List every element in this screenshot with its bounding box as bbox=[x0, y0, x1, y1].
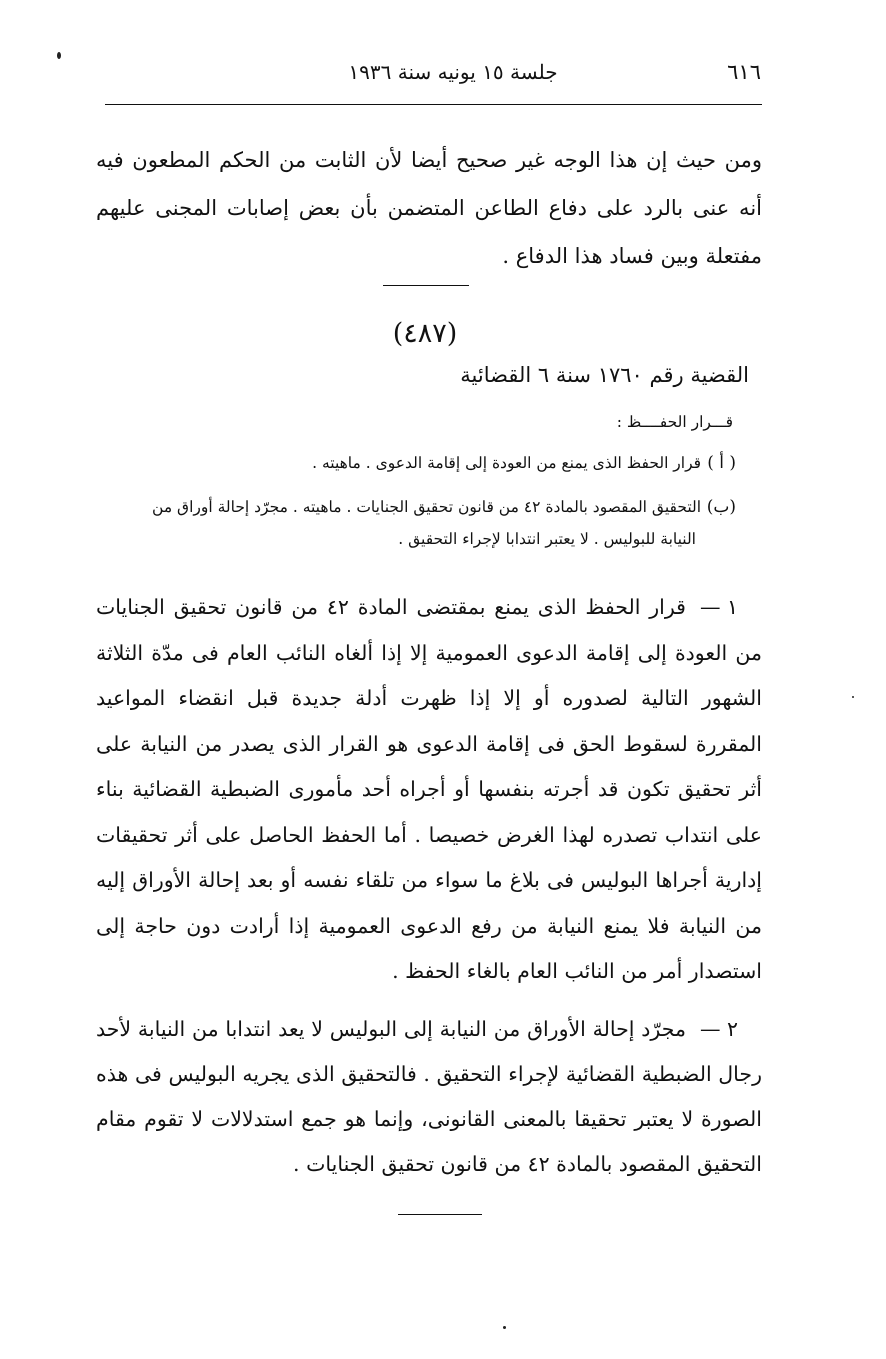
running-title: جلسة ١٥ يونيه سنة ١٩٣٦ bbox=[348, 60, 558, 84]
case-number: (٤٨٧) bbox=[392, 318, 458, 349]
principle-two-marker: ٢ — bbox=[699, 1017, 738, 1041]
intro-paragraph bbox=[96, 136, 762, 280]
header-rule bbox=[105, 104, 762, 105]
summary-item-a-text: قرار الحفظ الذى يمنع من العودة إلى إقامة الدعوى . ماهيته . bbox=[312, 454, 702, 472]
summary-item-b bbox=[90, 491, 736, 555]
principle-one bbox=[96, 585, 762, 995]
principle-two-text: مجرّد إحالة الأوراق من النيابة إلى البوليس لا يعد انتدابا من النيابة لأحد رجال الضبطية القضائية لإجراء التحقيق . فالتحقيق الذى يجريه البوليس فى هذه الصورة لا يعتبر تحقيقا بالمعنى القانونى، وإنما هو جمع استدلالات لا تقوم مقام التحقيق المقصود بالمادة ٤٢ من قانون تحقيق الجنايات . bbox=[96, 1017, 762, 1176]
summary-item-b-continuation: النيابة للبوليس . لا يعتبر انتدابا لإجراء التحقيق . bbox=[398, 530, 696, 548]
closing-divider bbox=[398, 1214, 482, 1215]
principle-one-marker: ١ — bbox=[699, 595, 738, 619]
summary-item-a-marker: ( أ ) bbox=[707, 453, 736, 473]
scan-speck bbox=[503, 1326, 506, 1329]
running-header bbox=[105, 58, 761, 92]
scan-speck bbox=[57, 52, 61, 59]
intro-text: ومن حيث إن هذا الوجه غير صحيح أيضا لأن الثابت من الحكم المطعون فيه أنه عنى بالرد على دفاع الطاعن المتضمن بأن بعض إصابات المجنى عليهم مفتعلة وبين فساد هذا الدفاع . bbox=[96, 148, 762, 268]
summary-heading: قـــرار الحفــــظ : bbox=[616, 413, 733, 431]
page-number: ٦١٦ bbox=[727, 60, 761, 84]
section-divider bbox=[383, 285, 469, 286]
principle-two bbox=[96, 1007, 762, 1187]
case-reference: القضية رقم ١٧٦٠ سنة ٦ القضائية bbox=[460, 363, 749, 387]
summary-item-a bbox=[90, 453, 736, 473]
summary-item-b-text: التحقيق المقصود بالمادة ٤٢ من قانون تحقيق الجنايات . ماهيته . مجرّد إحالة أوراق من bbox=[152, 498, 702, 516]
summary-item-b-marker: (ب) bbox=[706, 497, 736, 517]
scan-speck bbox=[852, 696, 854, 698]
principle-one-text: قرار الحفظ الذى يمنع بمقتضى المادة ٤٢ من قانون تحقيق الجنايات من العودة إلى إقامة الدعوى العمومية إلا إذا ألغاه النائب العام فى مدّة الثلاثة الشهور التالية لصدوره أو إلا إذا ظهرت أدلة جديدة قبل انقضاء المواعيد المقررة لسقوط الحق فى إقامة الدعوى هو القرار الذى يصدر من النيابة على أثر تحقيق تكون قد أجرته بنفسها أو أجراه أحد مأمورى الضبطية القضائية بناء على انتداب تصدره لهذا الغرض خصيصا . أما الحفظ الحاصل على أثر تحقيقات إدارية أجراها البوليس فى بلاغ ما سواء من تلقاء نفسه أو بعد إحالة الأوراق إليه من النيابة فلا يمنع النيابة من رفع الدعوى العمومية إذا أرادت دون حاجة إلى استصدار أمر من النائب العام بالغاء الحفظ . bbox=[96, 595, 762, 983]
